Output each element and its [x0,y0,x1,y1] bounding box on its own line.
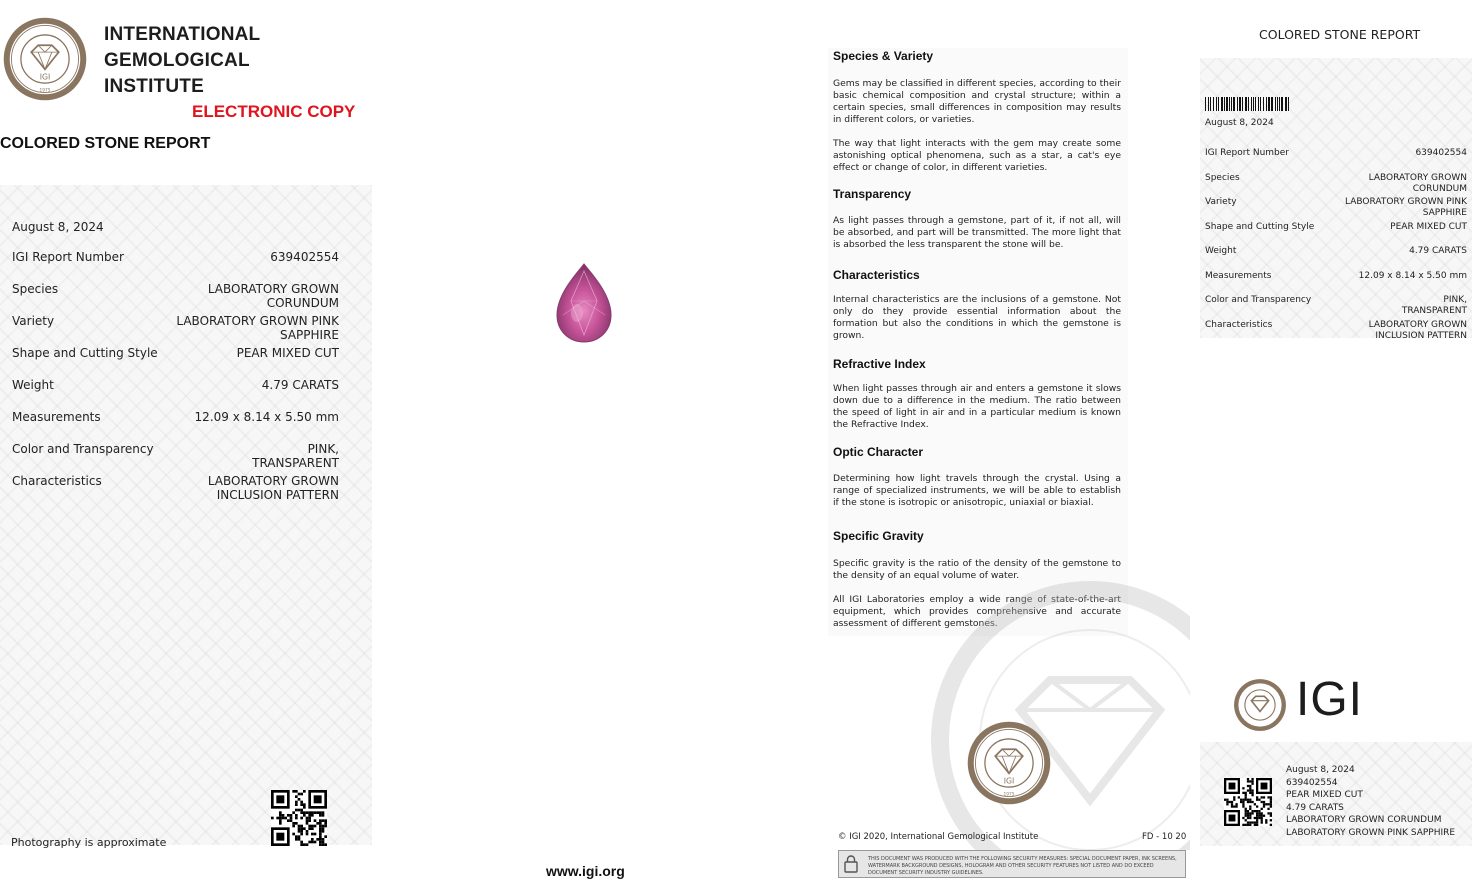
qr-code-icon[interactable] [1224,778,1272,826]
institute-name-line3: INSTITUTE [104,76,204,97]
field-value: PEAR MIXED CUT [1390,222,1467,232]
section-heading: Transparency [833,187,912,201]
field-label: Shape and Cutting Style [1205,222,1315,232]
section-paragraph: The way that light interacts with the gem may create some astonishing optical phenomena, such as a star, a cat's eye effect or change of color, in different varieties. [833,138,1121,173]
photo-note: Photography is approximate [11,836,167,849]
field-label: Weight [12,378,54,392]
section-paragraph: Internal characteristics are the inclusions of a gemstone. Not only do they provide essential information about the formation but also the conditions in which the gemstone is grown. [833,294,1121,341]
igi-seal-icon [1233,678,1287,732]
field-value: 639402554 [1415,148,1467,158]
lock-icon [844,855,858,873]
field-label: IGI Report Number [1205,148,1289,158]
summary-line: LABORATORY GROWN PINK SAPPHIRE [1286,828,1456,838]
field-label: Color and Transparency [12,442,154,456]
barcode-icon [1205,97,1289,111]
section-heading: Species & Variety [833,49,934,63]
summary-line: LABORATORY GROWN CORUNDUM [1286,815,1442,826]
field-label: Variety [1205,197,1237,207]
field-label: Characteristics [12,474,102,488]
field-value: LABORATORY GROWN INCLUSION PATTERN [207,474,339,502]
summary-line: August 8, 2024 [1286,765,1355,775]
section-heading: Refractive Index [833,357,926,371]
field-label: Shape and Cutting Style [12,346,158,360]
field-label: Weight [1205,246,1237,256]
section-heading: Optic Character [833,445,924,459]
website-link[interactable]: www.igi.org [546,863,625,879]
field-value: LABORATORY GROWN PINK SAPPHIRE [1345,197,1467,218]
field-label: Measurements [12,410,101,424]
summary-line: 639402554 [1286,777,1338,788]
field-label: Characteristics [1205,320,1273,330]
copyright-text: © IGI 2020, International Gemological Institute [838,832,1039,842]
institute-name-line1: INTERNATIONAL [104,24,261,45]
field-label: Species [12,282,59,296]
institute-name-line2: GEMOLOGICAL [104,50,250,71]
svg-text:1975: 1975 [1003,792,1015,798]
field-value: 12.09 x 8.14 x 5.50 mm [194,410,339,424]
section-paragraph: Determining how light travels through the crystal. Using a range of specialized instruments, we will be able to establish if the stone is isotropic or anisotropic, uniaxial or biaxial. [833,473,1121,508]
field-value: LABORATORY GROWN CORUNDUM [1368,173,1467,194]
report-date: August 8, 2024 [12,220,104,234]
svg-text:IGI: IGI [39,72,51,82]
electronic-copy-label: ELECTRONIC COPY [192,102,356,121]
qr-code-icon[interactable] [271,790,327,846]
section-paragraph: When light passes through air and enters a gemstone it slows down due to a difference in the medium. The ratio between the speed of light in air and in a particular medium is known the Refractive Index. [833,383,1121,430]
pear-gem-image [553,261,615,345]
field-value: PINK, TRANSPARENT [1401,295,1467,316]
section-paragraph: Specific gravity is the ratio of the density of the gemstone to the density of an equal volume of water. [833,558,1121,581]
summary-line: 4.79 CARATS [1286,802,1344,813]
field-value: PINK, TRANSPARENT [252,442,339,470]
section-paragraph: As light passes through a gemstone, part of it, if not all, will be absorbed, and part will be transmitted. The more light that is absorbed the less transparent the stone will be. [833,215,1121,250]
security-notice-text: THIS DOCUMENT WAS PRODUCED WITH THE FOLLOWING SECURITY MEASURES: SPECIAL DOCUMENT PAPER, INK SCREENS, WATERMARK BACKGROUND DESIGNS, HOLOGRAM AND OTHER SECURITY FEATURES NOT LISTED AND DO EXCEED DOCUMENT SECURITY INDUSTRY GUIDELINES. [868,856,1177,876]
igi-seal-icon [966,720,1052,806]
field-value: PEAR MIXED CUT [236,346,339,360]
section-heading: Characteristics [833,268,920,282]
igi-seal-icon [2,16,88,102]
form-code: FD - 10 20 [1142,832,1187,842]
field-label: IGI Report Number [12,250,124,264]
igi-logo: IGI [1296,673,1364,726]
summary-line: PEAR MIXED CUT [1286,790,1363,801]
svg-text:1975: 1975 [39,88,51,94]
field-value: 639402554 [270,250,339,264]
card-date: August 8, 2024 [1205,118,1274,128]
field-label: Measurements [1205,271,1272,281]
field-value: LABORATORY GROWN INCLUSION PATTERN [1368,320,1467,341]
field-label: Color and Transparency [1205,295,1312,305]
field-value: 12.09 x 8.14 x 5.50 mm [1358,271,1467,281]
section-paragraph: Gems may be classified in different species, according to their basic chemical composition and crystal structure; within a certain species, small differences in composition may results in different colors, or varieties. [833,78,1121,125]
section-heading: Specific Gravity [833,529,924,543]
field-label: Variety [12,314,55,328]
svg-text:IGI: IGI [1003,776,1015,786]
field-value: 4.79 CARATS [1409,246,1467,256]
field-value: LABORATORY GROWN CORUNDUM [207,282,339,310]
report-title: COLORED STONE REPORT [0,135,211,152]
field-value: LABORATORY GROWN PINK SAPPHIRE [176,314,339,342]
card-title: COLORED STONE REPORT [1259,27,1421,42]
field-value: 4.79 CARATS [261,378,339,392]
field-label: Species [1205,173,1240,183]
section-paragraph: All IGI Laboratories employ a wide range of state-of-the-art equipment, which provides comprehensive and accurate assessment of different gemstones. [833,594,1121,629]
